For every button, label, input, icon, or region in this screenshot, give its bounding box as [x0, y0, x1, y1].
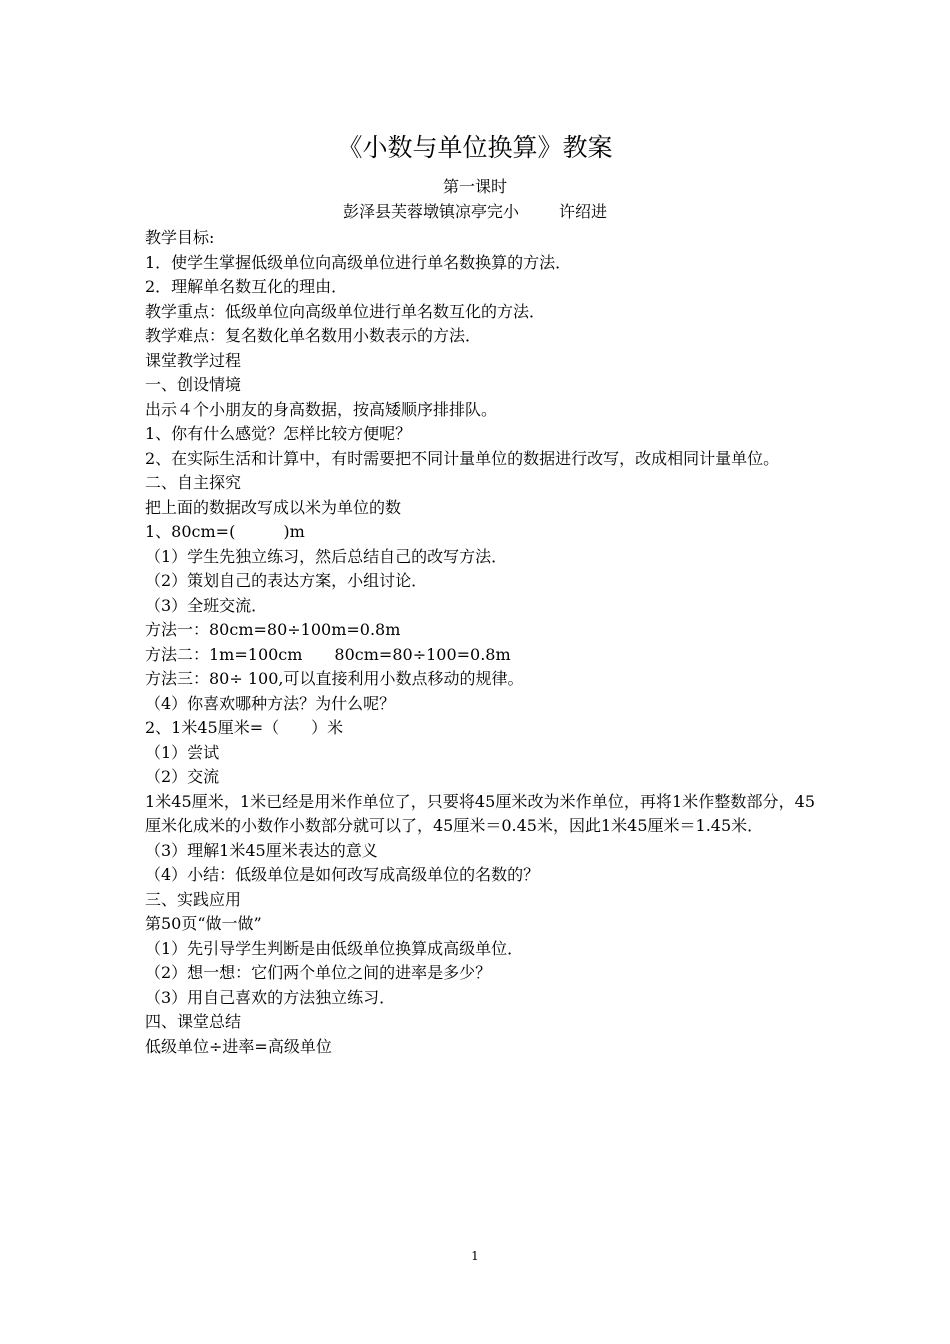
paragraph-explain: 1米45厘米，1米已经是用米作单位了，只要将45厘米改为米作单位，再将1米作整数部分，45厘米化成米的小数作小数部分就可以了，45厘米＝0.45米，因此1米45厘米＝1.45米．: [145, 791, 815, 835]
text-line: 低级单位÷进率=高级单位: [145, 1036, 332, 1056]
text-line: 一、创设情境: [145, 375, 242, 394]
text-line: （3）用自己喜欢的方法独立练习．: [145, 987, 396, 1007]
text-line: （2）想一想：它们两个单位之间的进率是多少？: [145, 963, 492, 982]
text-line: 四、课堂总结: [145, 1012, 242, 1031]
text-line: （4）你喜欢哪种方法？为什么呢？: [145, 693, 396, 713]
text-line: （4）小结：低级单位是如何改写成高级单位的名数的？: [145, 865, 540, 884]
text-line: （3）理解1米45厘米表达的意义: [145, 840, 378, 860]
text-line: 方法三：80÷ 100,可以直接利用小数点移动的规律。: [145, 669, 524, 688]
lesson-period: 第一课时: [442, 177, 507, 196]
text-line: 把上面的数据改写成以米为单位的数: [145, 497, 402, 517]
text-line: 课堂教学过程: [145, 350, 242, 370]
text-line: 三、实践应用: [145, 889, 242, 909]
text-line: 第50页“做一做”: [145, 914, 262, 933]
text-line: 1．使学生掌握低级单位向高级单位进行单名数换算的方法．: [145, 252, 572, 272]
text-line: （2）策划自己的表达方案，小组讨论．: [145, 571, 428, 590]
text-line: 方法一：80cm=80÷100m=0.8m: [145, 620, 401, 639]
text-line: 2、1米45厘米=（ ）米: [145, 718, 344, 737]
text-line: （3）全班交流．: [145, 595, 268, 615]
paragraph-convert: 2、在实际生活和计算中，有时需要把不同计量单位的数据进行改写，改成相同计量单位。: [145, 448, 780, 468]
text-line: （1）先引导学生判断是由低级单位换算成高级单位．: [145, 938, 524, 958]
text-line: 1、80cm=( )m: [145, 522, 305, 541]
text-line: 1、你有什么感觉？怎样比较方便呢？: [145, 424, 412, 443]
text-line: 教学难点：复名数化单名数用小数表示的方法．: [145, 326, 482, 345]
text-line: （1）学生先独立练习，然后总结自己的改写方法．: [145, 546, 508, 566]
teacher-name: 许绍进: [559, 202, 608, 221]
school-name: 彭泽县芙蓉墩镇凉亭完小: [342, 202, 519, 221]
text-line: （1）尝试: [145, 742, 220, 762]
document-title: 《小数与单位换算》教案: [337, 133, 613, 162]
text-line: 二、自主探究: [145, 473, 242, 492]
author-line: [0, 200, 950, 224]
text-line: 方法二：1m=100cm 80cm=80÷100=0.8m: [145, 644, 511, 664]
text-line: 出示４个小朋友的身高数据，按高矮顺序排排队。: [145, 399, 498, 419]
document-body: [145, 226, 815, 1059]
page-number: 1: [471, 1249, 479, 1263]
text-line: 教学目标:: [145, 228, 215, 247]
text-line: 教学重点：低级单位向高级单位进行单名数互化的方法．: [145, 301, 546, 321]
text-line: （2）交流: [145, 767, 220, 786]
text-line: 2．理解单名数互化的理由．: [145, 277, 348, 296]
